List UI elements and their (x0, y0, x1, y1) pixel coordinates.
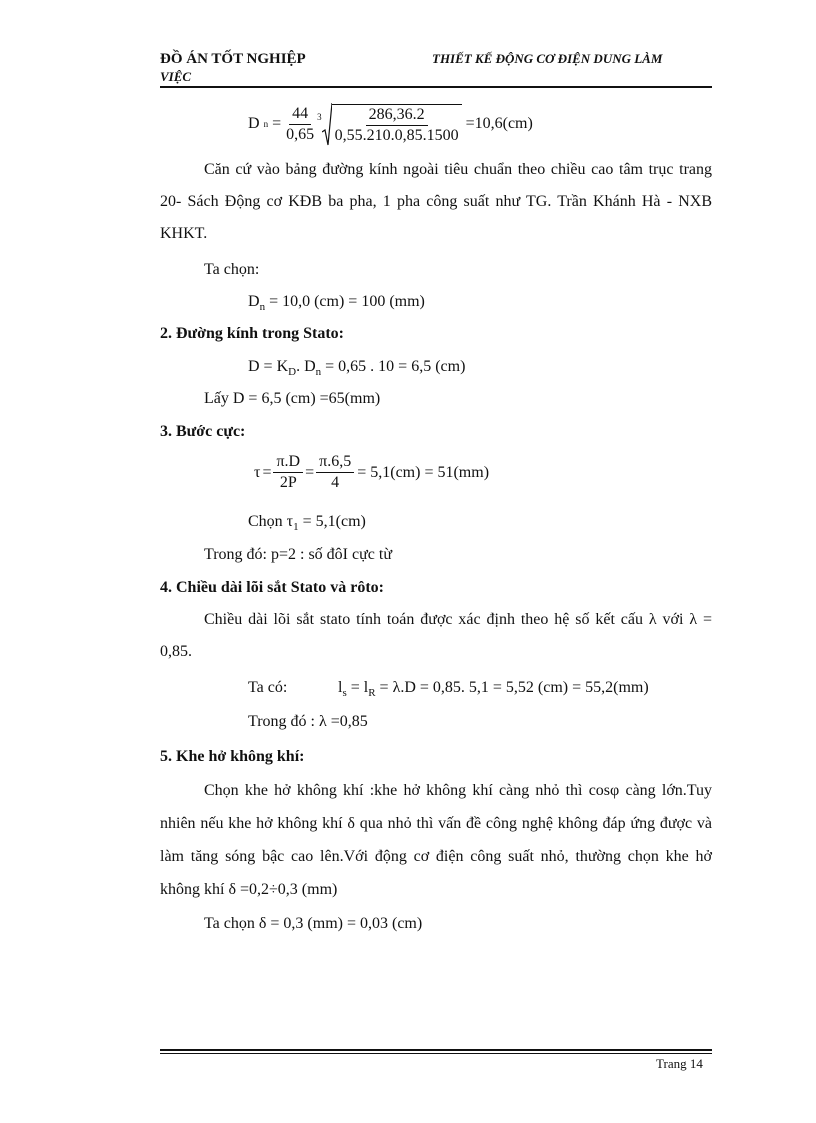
formula-tau-frac2-den: 4 (331, 474, 340, 491)
formula-tau (254, 452, 489, 493)
section-5-paragraph (160, 774, 712, 906)
formula-tau-eq1: = (262, 463, 272, 481)
section-4-eq-sub-r: R (368, 687, 376, 699)
section-5-heading: 5. Khe hở không khí: (160, 748, 305, 765)
section-2-eq-sub-d: D (288, 366, 297, 378)
section-4-paragraph-text: Chiều dài lõi sắt stato tính toán được xác định theo hệ số kết cấu λ với λ = 0,85. (160, 611, 712, 660)
formula-tau-frac1-den: 2P (279, 474, 297, 491)
section-4-eq-c: = λ.D = 0,85. 5,1 = 5,52 (cm) = 55,2(mm) (375, 679, 649, 696)
formula-tau-frac2-num: π.6,5 (316, 452, 354, 473)
section-2-heading: 2. Đường kính trong Stato: (160, 325, 344, 342)
dn-choice-sub: n (259, 301, 266, 313)
section-2-eq-b: . D (296, 358, 316, 375)
formula-tau-result: = 5,1(cm) = 51(mm) (357, 463, 490, 481)
formula-tau-frac2 (316, 452, 354, 493)
header-divider (160, 86, 712, 88)
section-2-lay: Lấy D = 6,5 (cm) =65(mm) (204, 390, 381, 407)
dn-choice-d: D (248, 293, 260, 310)
formula-dn-cube-root (317, 102, 462, 146)
formula-dn-frac-den: 0,65 (286, 125, 315, 143)
formula-dn (248, 102, 533, 146)
section-4-ta-co (248, 672, 712, 704)
section-5-paragraph-text: Chọn khe hở không khí :khe hở không khí càng nhỏ thì cosφ càng lớn.Tuy nhiên nếu khe hở không khí δ qua nhỏ thì vấn đề công nghệ không đáp ứng được và làm tăng sóng bậc cao lên.Với động cơ điện công suất nhỏ, thường chọn khe hở không khí δ =0,2÷0,3 (mm) (160, 782, 712, 898)
section-3-heading: 3. Bước cực: (160, 423, 246, 440)
header-title-left (160, 50, 306, 86)
footer-divider (160, 1049, 712, 1051)
paragraph-standard-diameter (160, 154, 712, 250)
formula-dn-root-index: 3 (317, 112, 322, 122)
paragraph-standard-diameter-text: Căn cứ vào bảng đường kính ngoài tiêu chuẩn theo chiều cao tâm trục trang 20- Sách Động cơ KĐB ba pha, 1 pha công suất như TG. Trần Khánh Hà - NXB KHKT. (160, 161, 712, 242)
formula-dn-fraction (283, 104, 317, 145)
section-4-ta-co-label: Ta có: (248, 679, 288, 696)
formula-dn-lhs: D (248, 115, 260, 132)
page-number: Trang 14 (656, 1056, 703, 1071)
formula-tau-frac1-num: π.D (273, 452, 303, 473)
section-4-trong-do: Trong đó : λ =0,85 (248, 713, 368, 730)
formula-dn-root-num: 286,36.2 (366, 105, 428, 126)
header-title-right: THIẾT KẾ ĐỘNG CƠ ĐIỆN DUNG LÀM (432, 51, 663, 66)
formula-dn-eq: = (272, 115, 282, 132)
dn-choice-rest: = 10,0 (cm) = 100 (mm) (265, 293, 425, 310)
section-3-chon-a: Chọn τ (248, 513, 294, 530)
ta-chon-label: Ta chọn: (204, 261, 260, 278)
section-4-heading: 4. Chiều dài lõi sắt Stato và rôto: (160, 579, 384, 596)
formula-tau-eq2: = (305, 463, 315, 481)
section-2-eq-a: D = K (248, 358, 289, 375)
section-3-chon (248, 506, 366, 543)
section-3-chon-b: = 5,1(cm) (298, 513, 366, 530)
formula-tau-symbol: τ (254, 463, 261, 481)
section-3-chon-sub: 1 (293, 521, 299, 533)
formula-dn-frac-num: 44 (289, 104, 311, 125)
formula-dn-result: =10,6(cm) (465, 115, 533, 132)
header-left-line1: ĐỒ ÁN TỐT NGHIỆP (160, 51, 306, 67)
footer-divider-thin (160, 1053, 712, 1054)
section-4-eq-sub-s: s (342, 687, 347, 699)
section-4-paragraph (160, 604, 712, 668)
formula-dn-lhs-sub: n (263, 119, 269, 129)
section-5-ta-chon: Ta chọn δ = 0,3 (mm) = 0,03 (cm) (204, 915, 423, 932)
radical-sign-icon (322, 102, 332, 146)
formula-dn-root-den: 0,55.210.0,85.1500 (334, 127, 459, 144)
formula-tau-frac1 (273, 452, 303, 493)
section-4-eq-a: l (338, 679, 343, 696)
header-left-line2: VIỆC (160, 69, 192, 84)
section-4-equation (338, 672, 649, 709)
section-2-eq-sub-n: n (315, 366, 322, 378)
section-3-trong-do: Trong đó: p=2 : số đôI cực từ (204, 546, 392, 563)
section-4-eq-b: = l (346, 679, 369, 696)
formula-dn-radicand (332, 104, 462, 146)
section-2-eq-c: = 0,65 . 10 = 6,5 (cm) (321, 358, 466, 375)
